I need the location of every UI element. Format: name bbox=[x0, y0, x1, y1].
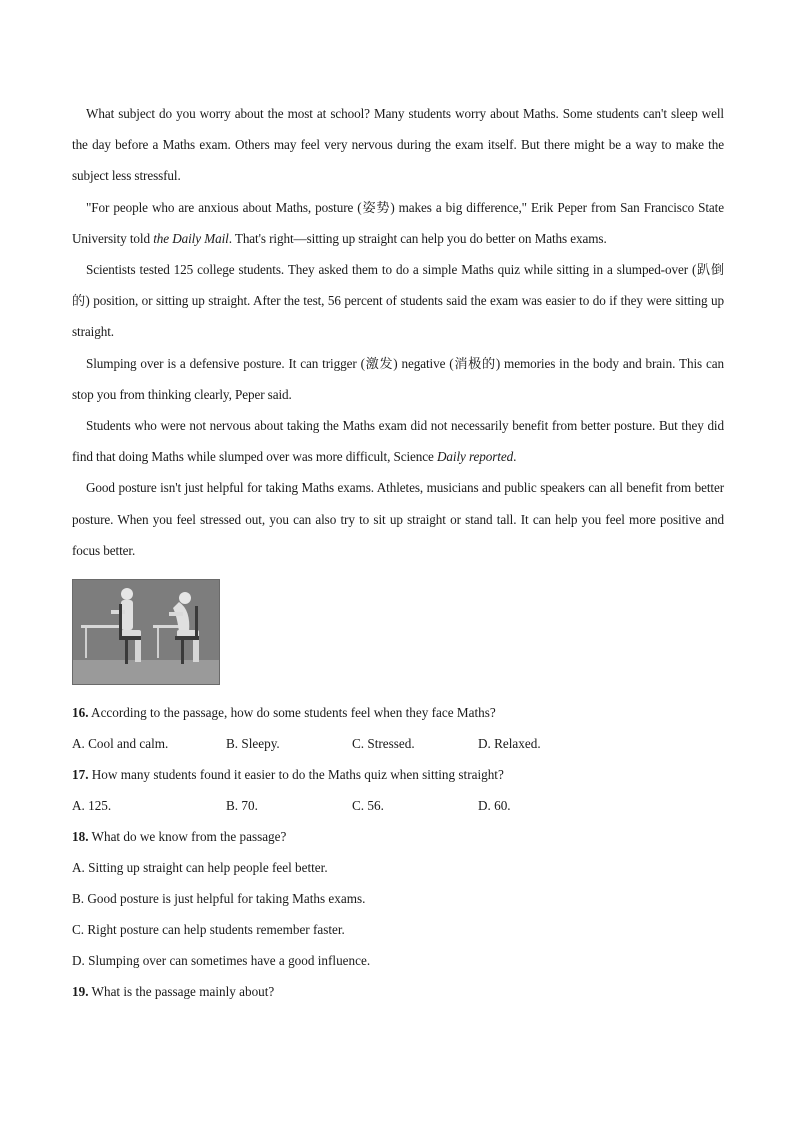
question-17-text: How many students found it easier to do the Maths quiz when sitting straight? bbox=[88, 767, 504, 783]
q18-option-a[interactable]: A. Sitting up straight can help people feel better. bbox=[72, 860, 328, 876]
paragraph-5-text-b: . bbox=[513, 449, 517, 465]
q16-option-b[interactable]: B. Sleepy. bbox=[226, 736, 280, 752]
passage-paragraph-3: Scientists tested 125 college students. They asked them to do a simple Maths quiz while sitting in a slumped-over (趴倒的) position, or sitting up straight. After the test, 56 percent of students said the exam was easier to do if they were sitting up straight. bbox=[72, 262, 724, 340]
question-16-text: According to the passage, how do some students feel when they face Maths? bbox=[88, 705, 496, 721]
passage-paragraph-2 bbox=[72, 192, 724, 254]
exam-page bbox=[72, 98, 724, 1007]
paragraph-5-text-a: Students who were not nervous about taking the Maths exam did not necessarily benefit from better posture. But they did find that doing Maths while slumped over was more difficult, Science bbox=[72, 418, 724, 465]
question-19 bbox=[72, 976, 724, 1007]
passage-paragraph-6: Good posture isn't just helpful for taking Maths exams. Athletes, musicians and public speakers can all benefit from better posture. When you feel stressed out, you can also try to sit up straight or stand tall. It can help you feel more positive and focus better. bbox=[72, 480, 724, 558]
q17-option-c[interactable]: C. 56. bbox=[352, 798, 384, 814]
posture-drawing bbox=[73, 580, 219, 684]
q17-option-b[interactable]: B. 70. bbox=[226, 798, 258, 814]
q18-option-c[interactable]: C. Right posture can help students remember faster. bbox=[72, 922, 345, 938]
passage-paragraph-5 bbox=[72, 410, 724, 472]
question-16 bbox=[72, 697, 724, 728]
q16-option-a[interactable]: A. Cool and calm. bbox=[72, 736, 169, 752]
q16-option-d[interactable]: D. Relaxed. bbox=[478, 736, 541, 752]
passage-paragraph-4: Slumping over is a defensive posture. It can trigger (激发) negative (消极的) memories in the body and brain. This can stop you from thinking clearly, Peper said. bbox=[72, 355, 724, 402]
question-17-options bbox=[72, 790, 724, 821]
q17-option-d[interactable]: D. 60. bbox=[478, 798, 511, 814]
q18-option-d[interactable]: D. Slumping over can sometimes have a good influence. bbox=[72, 953, 371, 969]
question-18-text: What do we know from the passage? bbox=[88, 829, 287, 845]
q17-option-a[interactable]: A. 125. bbox=[72, 798, 112, 814]
question-19-text: What is the passage mainly about? bbox=[88, 984, 275, 1000]
question-18-number: 18. bbox=[72, 829, 89, 845]
paragraph-5-italic: Daily reported bbox=[436, 449, 514, 465]
passage-paragraph-1: What subject do you worry about the most at school? Many students worry about Maths. Some students can't sleep well the day before a Maths exam. Others may feel very nervous during the exam itself. But there might be a way to make the subject less stressful. bbox=[72, 106, 724, 184]
q16-option-c[interactable]: C. Stressed. bbox=[352, 736, 415, 752]
posture-illustration bbox=[72, 579, 220, 685]
paragraph-2-text-a: "For people who are anxious about Maths, posture (姿势) makes a big difference," Erik Peper from San Francisco State University told bbox=[72, 199, 724, 246]
paragraph-2-text-b: . That's right—sitting up straight can help you do better on Maths exams. bbox=[228, 230, 607, 246]
question-17-number: 17. bbox=[72, 767, 89, 783]
q18-option-b[interactable]: B. Good posture is just helpful for taking Maths exams. bbox=[72, 891, 366, 907]
question-16-options bbox=[72, 728, 724, 759]
paragraph-2-italic: the Daily Mail bbox=[153, 230, 229, 246]
question-19-number: 19. bbox=[72, 984, 89, 1000]
question-18 bbox=[72, 821, 724, 852]
question-16-number: 16. bbox=[72, 705, 89, 721]
question-17 bbox=[72, 759, 724, 790]
